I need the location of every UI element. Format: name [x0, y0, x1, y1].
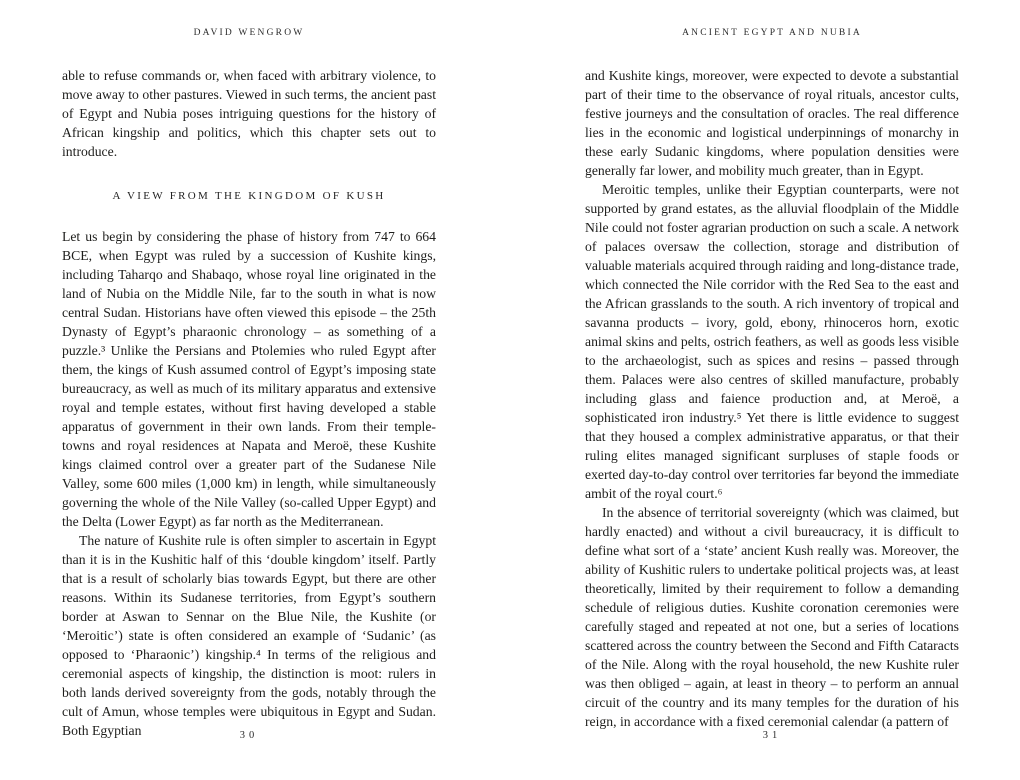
- page-body-left: [62, 66, 436, 740]
- paragraph: and Kushite kings, moreover, were expected to devote a substantial part of their time to the observance of royal rituals, ancestor cults, festive journeys and the consultation of oracles. The real difference lies in the economic and logistical underpinnings of monarchy in these early Sudanic kingdoms, where population densities were generally far lower, and mobility much greater, than in Egypt.: [585, 68, 959, 178]
- page-right: [585, 0, 959, 780]
- paragraph: Meroitic temples, unlike their Egyptian counterparts, were not supported by grand estates, as the alluvial floodplain of the Middle Nile could not foster agrarian production on such a scale. A network of palaces oversaw the collection, storage and distribution of valuable materials acquired through raiding and long-distance trade, which connected the Nile corridor with the Red Sea to the east and the African grasslands to the south. A rich inventory of tropical and savanna products – ivory, gold, ebony, rhinoceros horn, exotic animal skins and pelts, ostrich feathers, as well as goods less visible to the archaeologist, such as spices and resins – passed through them. Palaces were also centres of skilled manufacture, probably including glass and faience production and, at Meroë, a sophisticated iron industry.⁵ Yet there is little evidence to suggest that they housed a complex administrative apparatus, or that their ruling elites managed significant surpluses of staple foods or exerted day-to-day control over territories far beyond the immediate ambit of the royal court.⁶: [585, 182, 959, 501]
- running-header-right: ANCIENT EGYPT AND NUBIA: [682, 28, 862, 38]
- section-heading: A VIEW FROM THE KINGDOM OF KUSH: [112, 190, 386, 202]
- paragraph: able to refuse commands or, when faced with arbitrary violence, to move away to other pastures. Viewed in such terms, the ancient past of Egypt and Nubia poses intriguing questions for the history of African kingship and politics, which this chapter sets out to introduce.: [62, 68, 436, 159]
- paragraph: The nature of Kushite rule is often simpler to ascertain in Egypt than it is in the Kushitic half of this ‘double kingdom’ itself. Partly that is a result of scholarly bias towards Egypt, but there are other reasons. Within its Sudanese territories, from Egypt’s southern border at Aswan to Sennar on the Blue Nile, the Kushite (or ‘Meroitic’) state is often considered an example of ‘Sudanic’ (as opposed to ‘Pharaonic’) kingship.⁴ In terms of the religious and ceremonial aspects of kingship, the distinction is moot: rulers in both lands derived sovereignty from the gods, notably through the cult of Amun, whose temples were ubiquitous in Egypt and Sudan. Both Egyptian: [62, 533, 436, 738]
- running-header-left: DAVID WENGROW: [193, 28, 305, 38]
- paragraph: Let us begin by considering the phase of history from 747 to 664 BCE, when Egypt was ruled by a succession of Kushite kings, including Taharqo and Shabaqo, whose royal line originated in the land of Nubia on the Middle Nile, far to the south in what is now central Sudan. Historians have often viewed this episode – the 25th Dynasty of Egypt’s pharaonic chronology – as something of a puzzle.³ Unlike the Persians and Ptolemies who ruled Egypt after them, the kings of Kush assumed control of Egypt’s imposing state bureaucracy, as well as much of its military apparatus and extensive royal and temple estates, without first having developed a stable apparatus of government in their own lands. From their temple-towns and royal residences at Napata and Meroë, these Kushite kings claimed control over a greater part of the Sudanese Nile Valley, some 600 miles (1,000 km) in length, while simultaneously governing the whole of the Nile Valley (so-called Upper Egypt) and the Delta (Lower Egypt) as far north as the Mediterranean.: [62, 229, 436, 529]
- page-number-right: 31: [762, 730, 782, 741]
- paragraph: In the absence of territorial sovereignty (which was claimed, but hardly enacted) and without a civil bureaucracy, it is difficult to define what sort of a ‘state’ ancient Kush really was. Moreover, the ability of Kushitic rulers to undertake political projects was, at least theoretically, limited by their requirement to follow a demanding schedule of religious duties. Kushite coronation ceremonies were carefully staged and repeated at not one, but a series of locations scattered across the country between the Second and Fifth Cataracts of the Nile. Along with the royal household, the new Kushite ruler was then obliged – again, at least in theory – to perform an annual circuit of the country and its many temples for the duration of his reign, in accordance with a fixed ceremonial calendar (a pattern of: [585, 505, 959, 729]
- page-number-left: 30: [239, 730, 259, 741]
- page-left: [62, 0, 436, 780]
- page-body-right: [585, 66, 959, 731]
